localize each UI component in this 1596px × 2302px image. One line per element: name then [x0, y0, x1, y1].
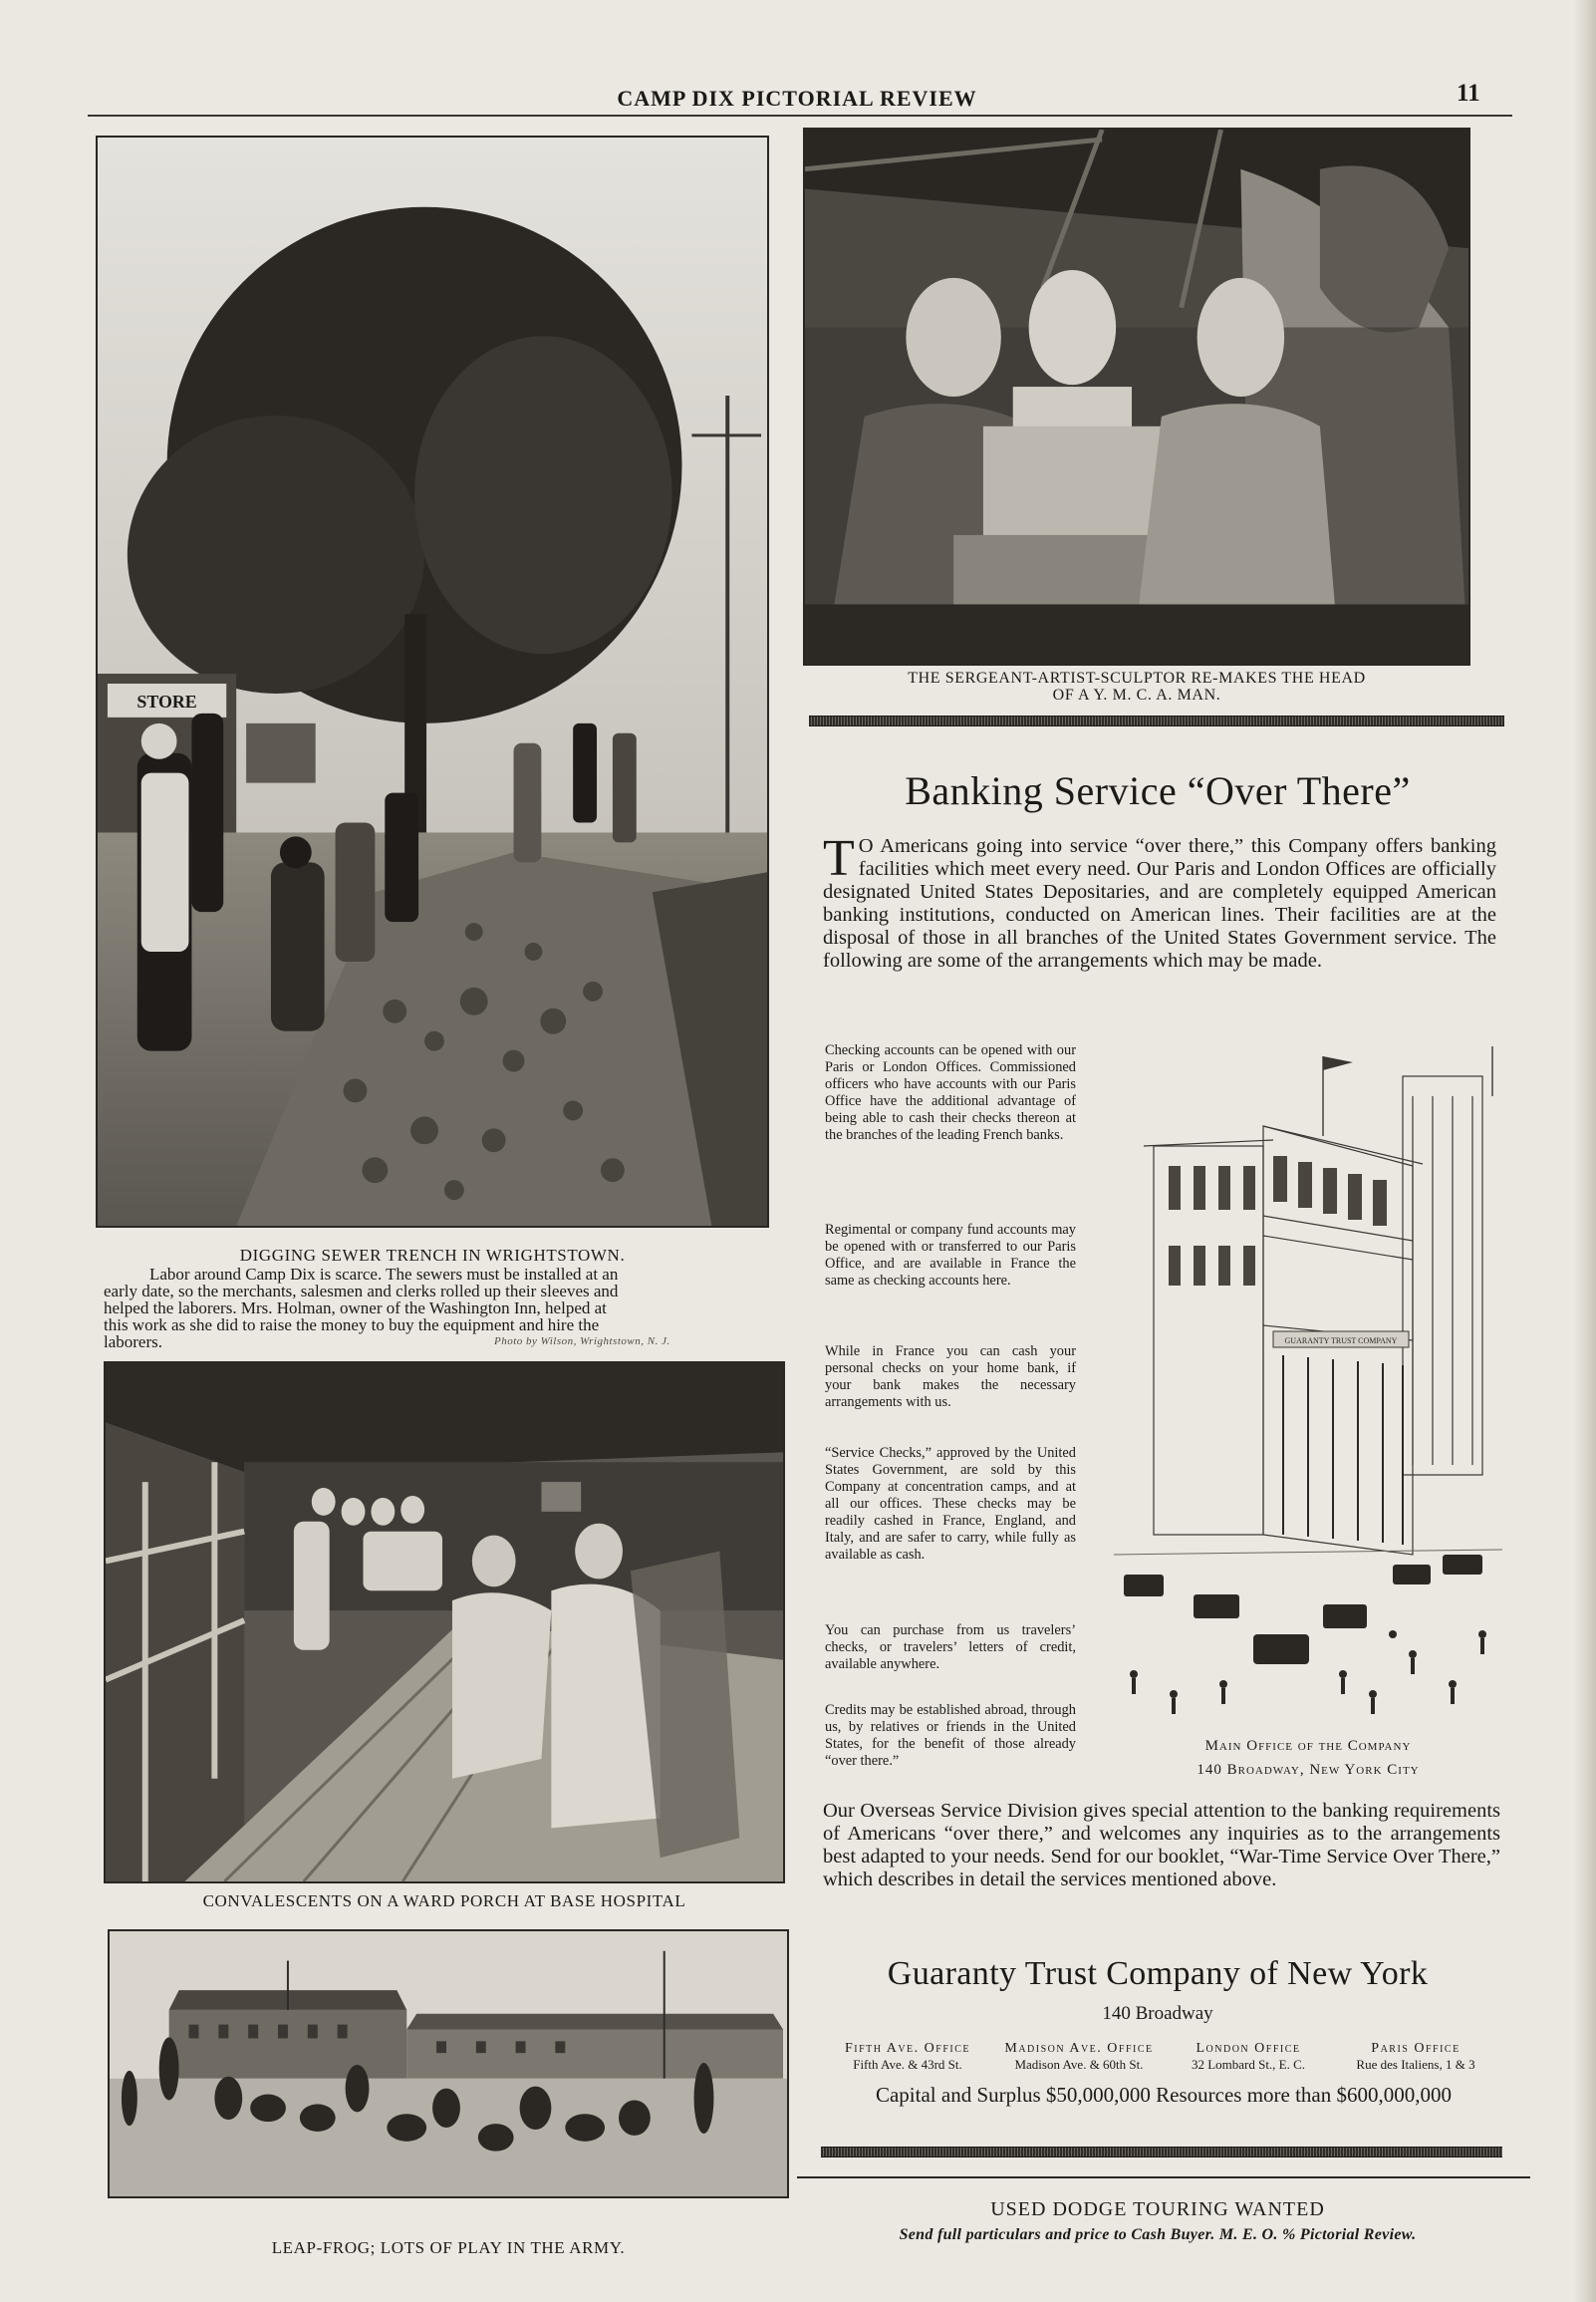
office-fifth-ave-address: Fifth Ave. & 43rd St. [853, 2057, 962, 2072]
ad-intro [823, 830, 1496, 973]
sewer-caption-line-1: Labor around Camp Dix is scarce. The sewers must be installed at an [149, 1265, 619, 1284]
sewer-caption-line-2: early date, so the merchants, salesmen and clerks rolled up their sleeves and [104, 1282, 619, 1300]
ad-intro-dropcap: T [823, 830, 855, 887]
office-madison-ave-label: Madison Ave. Office [1004, 2041, 1154, 2056]
office-london-address: 32 Lombard St., E. C. [1191, 2057, 1306, 2072]
office-madison-ave-address: Madison Ave. & 60th St. [1014, 2057, 1144, 2072]
page-header-title: CAMP DIX PICTORIAL REVIEW [617, 86, 977, 111]
building-sign-text: GUARANTY TRUST COMPANY [1284, 1336, 1398, 1345]
company-address: 140 Broadway [1102, 2003, 1213, 2024]
ward-porch-illustration [106, 1363, 783, 1881]
sculptor-caption [803, 670, 1470, 704]
office-fifth-ave-label: Fifth Ave. Office [844, 2041, 971, 2056]
company-name: Guaranty Trust Company of New York [887, 1955, 1429, 1992]
sewer-caption-title: DIGGING SEWER TRENCH IN WRIGHTSTOWN. [239, 1246, 626, 1265]
ad-paragraph-service-checks: “Service Checks,” approved by the United States Government, are sold by this Company at concentration camps, and at all our offices. These checks may be readily cashed in France, England, and Italy, and are safer to carry, while fully as available as cash. [825, 1445, 1076, 1563]
building-caption-line-1: Main Office of the Company [1204, 1738, 1412, 1754]
main-office-illustration [1114, 1036, 1502, 1734]
capital-line: Capital and Surplus $50,000,000 Resources more than $600,000,000 [875, 2083, 1452, 2107]
ad-intro-text: O Americans going into service “over there,” this Company offers banking facilities which meet every need. Our Paris and London Offices are officially designated United States Depositaries, and are completely equipped American banking institutions, conducted on American lines. Their facilities are at the disposal of those in all branches of the United States Government service. The following are some of the arrangements which may be made. [823, 835, 1496, 972]
ad-paragraph-regimental: Regimental or company fund accounts may be opened with or transferred to our Paris Office, and are available in France the same as checking accounts here. [825, 1222, 1076, 1289]
office-paris-address: Rue des Italiens, 1 & 3 [1356, 2057, 1475, 2072]
store-sign-text: STORE [136, 691, 197, 712]
header-rule [88, 115, 1512, 117]
sewer-caption-line-4: this work as she did to raise the money to buy the equipment and hire the [104, 1315, 600, 1334]
sculptor-caption-line-1: THE SERGEANT-ARTIST-SCULPTOR RE-MAKES THE HEAD [908, 670, 1366, 687]
sewer-trench-illustration [98, 138, 767, 1226]
ad-paragraph-credits: Credits may be established abroad, through us, by relatives or friends in the United States, for the benefit of those already “over there.” [825, 1702, 1076, 1769]
leapfrog-caption: LEAP-FROG; LOTS OF PLAY IN THE ARMY. [271, 2238, 626, 2257]
sewer-caption-line-3: helped the laborers. Mrs. Holman, owner of the Washington Inn, helped at [104, 1298, 607, 1317]
building-caption-line-2: 140 Broadway, New York City [1197, 1762, 1420, 1778]
sculptor-caption-line-2: OF A Y. M. C. A. MAN. [1052, 687, 1221, 704]
porch-caption: CONVALESCENTS ON A WARD PORCH AT BASE HOSPITAL [202, 1891, 686, 1910]
photo-leapfrog [108, 1929, 789, 2198]
sculptor-illustration [805, 130, 1468, 664]
ad-top-rule [809, 716, 1504, 726]
office-paris-label: Paris Office [1371, 2041, 1461, 2056]
classified-body: Send full particulars and price to Cash Buyer. M. E. O. % Pictorial Review. [899, 2226, 1417, 2243]
photo-ward-porch [104, 1361, 785, 1883]
ad-closing: Our Overseas Service Division gives special attention to the banking requirements of Americans “over there,” and welcomes any inquiries as to the arrangements best adapted to your needs. Send for our booklet, “War-Time Service Over There,” which describes in detail the services mentioned above. [823, 1800, 1500, 1890]
classified-title: USED DODGE TOURING WANTED [990, 2198, 1325, 2220]
sewer-photo-credit: Photo by Wilson, Wrightstown, N. J. [494, 1335, 670, 1347]
office-london-label: London Office [1196, 2041, 1301, 2056]
page-edge [1574, 0, 1596, 2302]
classified-top-rule [797, 2176, 1530, 2178]
page-number: 11 [1457, 80, 1480, 107]
sewer-caption-line-5: laborers. [104, 1332, 163, 1351]
bank-building-drawing [1114, 1036, 1502, 1734]
office-london [1164, 2041, 1333, 2073]
office-paris [1331, 2041, 1500, 2073]
ad-paragraph-travelers: You can purchase from us travelers’ checks, or travelers’ letters of credit, available anywhere. [825, 1622, 1076, 1672]
photo-sewer-trench [96, 136, 769, 1228]
sewer-caption-body [104, 1266, 781, 1350]
ad-bottom-rule [821, 2147, 1502, 2158]
ad-paragraph-checking: Checking accounts can be opened with our Paris or London Offices. Commissioned officers who have accounts with our Paris Office have the additional advantage of being able to cash their checks thereon at the branches of the leading French banks. [825, 1042, 1076, 1143]
office-fifth-ave [823, 2041, 992, 2073]
ad-headline: Banking Service “Over There” [905, 768, 1411, 813]
office-madison-ave [994, 2041, 1164, 2073]
ad-paragraph-personal-checks: While in France you can cash your personal checks on your home bank, if your bank makes the necessary arrangements with us. [825, 1343, 1076, 1410]
leapfrog-illustration [110, 1931, 787, 2196]
photo-sculptor [803, 128, 1470, 666]
